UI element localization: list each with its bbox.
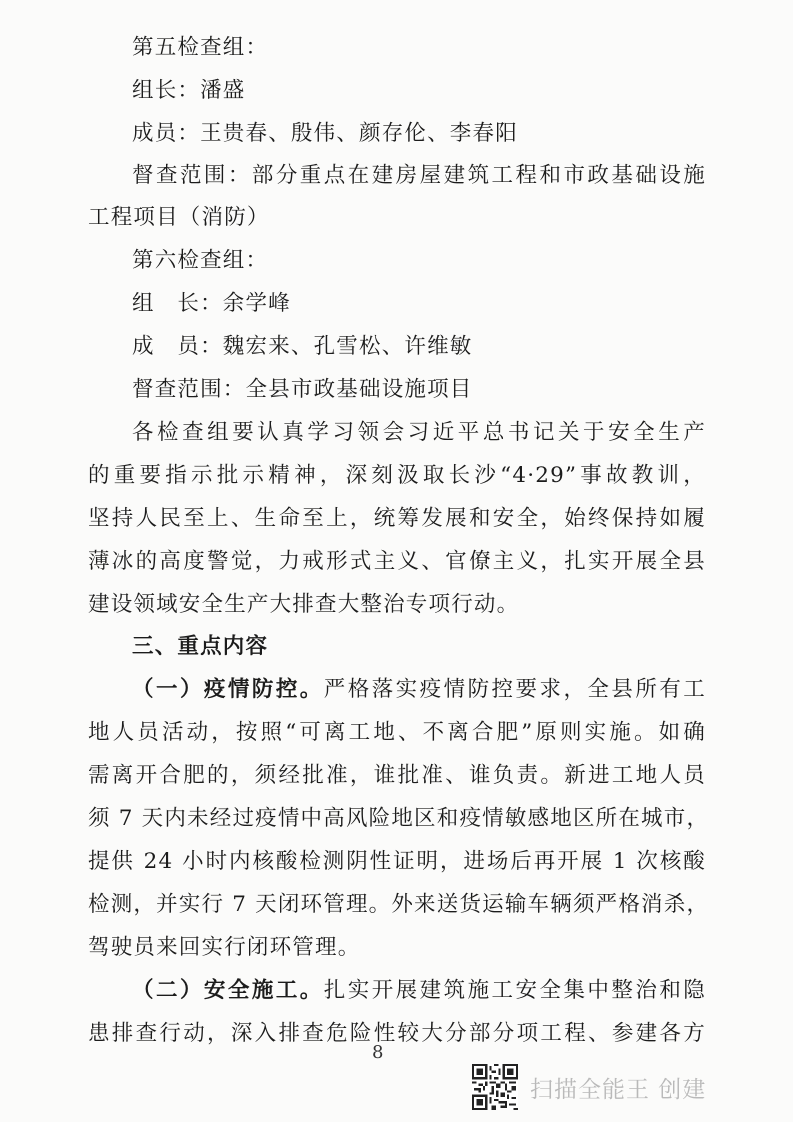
- paragraph-line: 各检查组要认真学习领会习近平总书记关于安全生产: [132, 420, 706, 445]
- line-group5-leader: 组长：潘盛: [132, 78, 246, 103]
- paragraph-line: 患排查行动，深入排查危险性较大分部分项工程、参建各方: [88, 1021, 706, 1046]
- qr-code-icon: [472, 1064, 518, 1110]
- paragraph-line: 须 7 天内未经过疫情中高风险地区和疫情敏感地区所在城市，: [88, 806, 710, 831]
- paragraph-line: 检测，并实行 7 天闭环管理。外来送货运输车辆须严格消杀，: [88, 892, 710, 917]
- paragraph-line: 建设领域安全生产大排查大整治专项行动。: [88, 592, 520, 617]
- para1-lead: （一）疫情防控。: [132, 677, 324, 702]
- paragraph-line: 驾驶员来回实行闭环管理。: [88, 935, 361, 960]
- para1-first-line: [132, 675, 706, 705]
- line-group5-scope: 督查范围：部分重点在建房屋建筑工程和市政基础设施: [132, 163, 706, 188]
- line-group6-scope: 督查范围：全县市政基础设施项目: [132, 377, 473, 402]
- paragraph-line: 提供 24 小时内核酸检测阴性证明，进场后再开展 1 次核酸: [88, 849, 706, 874]
- paragraph-line: 地人员活动，按照“可离工地、不离合肥”原则实施。如确: [88, 720, 706, 745]
- line-group6-title: 第六检查组：: [132, 248, 269, 273]
- scanner-watermark: [472, 1062, 706, 1112]
- page-number: 8: [372, 1042, 384, 1063]
- paragraph-line: 坚持人民至上、生命至上，统筹发展和安全，始终保持如履: [88, 506, 706, 531]
- line-group5-scope-cont: 工程项目（消防）: [88, 205, 270, 230]
- para1-first-rest: 严格落实疫情防控要求，全县所有工: [323, 677, 707, 702]
- line-group6-leader: 组 长：余学峰: [132, 291, 291, 316]
- line-group6-members: 成 员：魏宏来、孔雪松、许维敏: [132, 334, 473, 359]
- line-group5-members: 成员：王贵春、殷伟、颜存伦、李春阳: [132, 121, 518, 146]
- scanner-watermark-text: 扫描全能王 创建: [530, 1076, 707, 1103]
- para2-first-line: [132, 976, 706, 1006]
- paragraph-line: 薄冰的高度警觉，力戒形式主义、官僚主义，扎实开展全县: [88, 549, 706, 574]
- line-group5-title: 第五检查组：: [132, 35, 269, 60]
- section-heading: 三、重点内容: [132, 634, 269, 659]
- para2-first-rest: 扎实开展建筑施工安全集中整治和隐: [323, 978, 707, 1003]
- paragraph-line: 需离开合肥的，须经批准，谁批准、谁负责。新进工地人员: [88, 763, 706, 788]
- para2-lead: （二）安全施工。: [132, 978, 324, 1003]
- paragraph-line: 的重要指示批示精神，深刻汲取长沙“4·29”事故教训，: [88, 463, 706, 488]
